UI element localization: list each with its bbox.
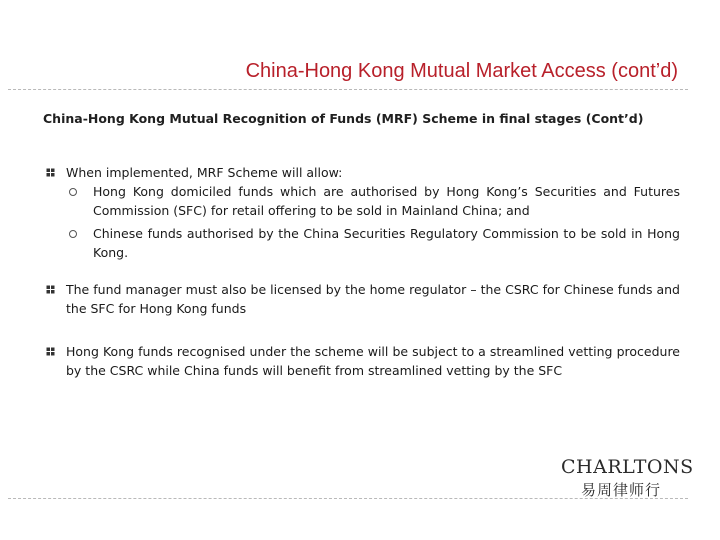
bullet-text: Hong Kong funds recognised under the scheme will be subject to a streamlined vetting procedure by the CSRC while China funds will benefit from streamlined vetting by the SFC	[66, 344, 680, 378]
square-bullet-icon	[46, 347, 55, 356]
bullet-text: When implemented, MRF Scheme will allow:	[66, 165, 343, 180]
logo-name-cn: 易周律师行	[580, 481, 661, 499]
bullet-item	[46, 163, 680, 262]
hollow-circle-icon	[69, 188, 77, 196]
slide-title: China-Hong Kong Mutual Market Access (cont’d)	[245, 60, 678, 82]
square-bullet-icon	[46, 168, 55, 177]
slide-subtitle: China-Hong Kong Mutual Recognition of Funds (MRF) Scheme in final stages (Cont’d)	[43, 111, 644, 126]
hollow-circle-icon	[69, 230, 77, 238]
sub-bullet-list	[66, 182, 680, 262]
charltons-logo	[561, 456, 694, 500]
bullet-list	[46, 163, 680, 404]
sub-bullet-item	[66, 182, 680, 220]
top-divider	[8, 89, 688, 90]
bullet-item	[46, 280, 680, 318]
bottom-divider	[8, 498, 688, 499]
bullet-text: The fund manager must also be licensed by the home regulator – the CSRC for Chinese funds and the SFC for Hong Kong funds	[66, 282, 680, 316]
sub-bullet-item	[66, 224, 680, 262]
logo-name-en: CHARLTONS	[561, 456, 694, 478]
bullet-item	[46, 342, 680, 380]
sub-bullet-text: Hong Kong domiciled funds which are authorised by Hong Kong’s Securities and Futures Commission (SFC) for retail offering to be sold in Mainland China; and	[93, 184, 680, 218]
sub-bullet-text: Chinese funds authorised by the China Securities Regulatory Commission to be sold in Hong Kong.	[93, 226, 680, 260]
square-bullet-icon	[46, 285, 55, 294]
